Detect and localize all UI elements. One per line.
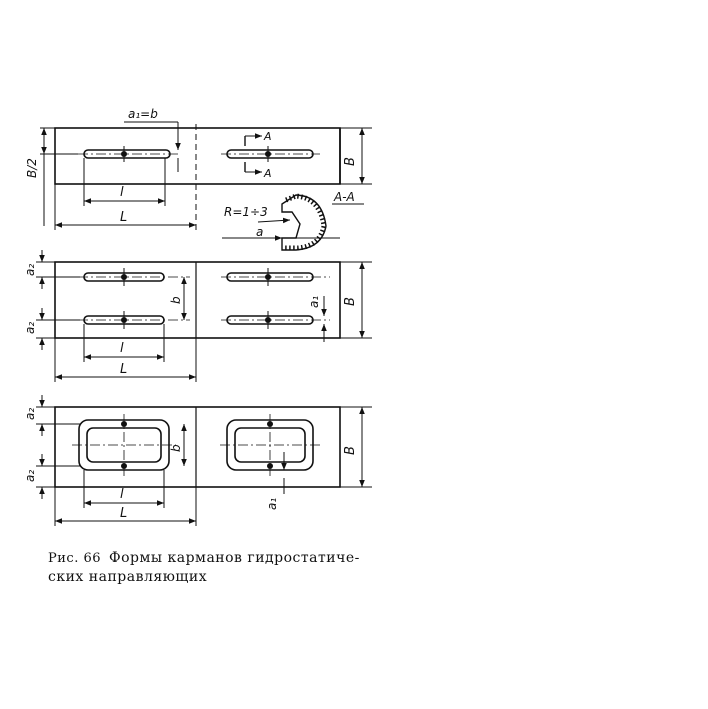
section-frame-pocket: [36, 395, 372, 526]
label-depth-a: a: [256, 225, 264, 239]
label-a1-eq-b: a₁=b: [128, 107, 158, 121]
label-section-A-A: A-A: [334, 190, 355, 204]
label-section-A-bottom: A: [264, 167, 272, 180]
label-l-1: l: [120, 185, 124, 200]
caption-line-2: ских направляющих: [48, 569, 208, 585]
label-b-2: b: [169, 296, 183, 304]
guide-plate-top: [55, 128, 340, 184]
caption-figure-number: Рис. 66: [48, 551, 101, 566]
label-radius: R=1÷3: [224, 205, 268, 219]
label-b-half: B/2: [25, 158, 39, 178]
label-a2-bottom-3: a₂: [23, 469, 37, 482]
label-B-2: B: [343, 297, 358, 306]
label-L-1: L: [120, 210, 128, 225]
label-section-A-top: A: [264, 130, 272, 143]
label-L-3: L: [120, 506, 128, 521]
label-a1-2: a₁: [307, 295, 321, 308]
figure-caption: [48, 549, 408, 587]
section-double-slot: [36, 250, 372, 382]
label-a2-top-3: a₂: [23, 407, 37, 420]
label-b-3: b: [169, 444, 183, 452]
label-l-3: l: [120, 487, 124, 502]
caption-line-1: Формы карманов гидростатиче-: [109, 550, 360, 566]
label-l-2: l: [120, 341, 124, 356]
label-a2-top-2: a₂: [23, 263, 37, 276]
label-B-3: B: [343, 446, 358, 455]
label-L-2: L: [120, 362, 128, 377]
label-B-1: B: [343, 157, 358, 166]
guide-plate-bottom: [55, 407, 340, 487]
label-a1-3: a₁: [265, 497, 279, 510]
label-a2-bottom-2: a₂: [23, 321, 37, 334]
